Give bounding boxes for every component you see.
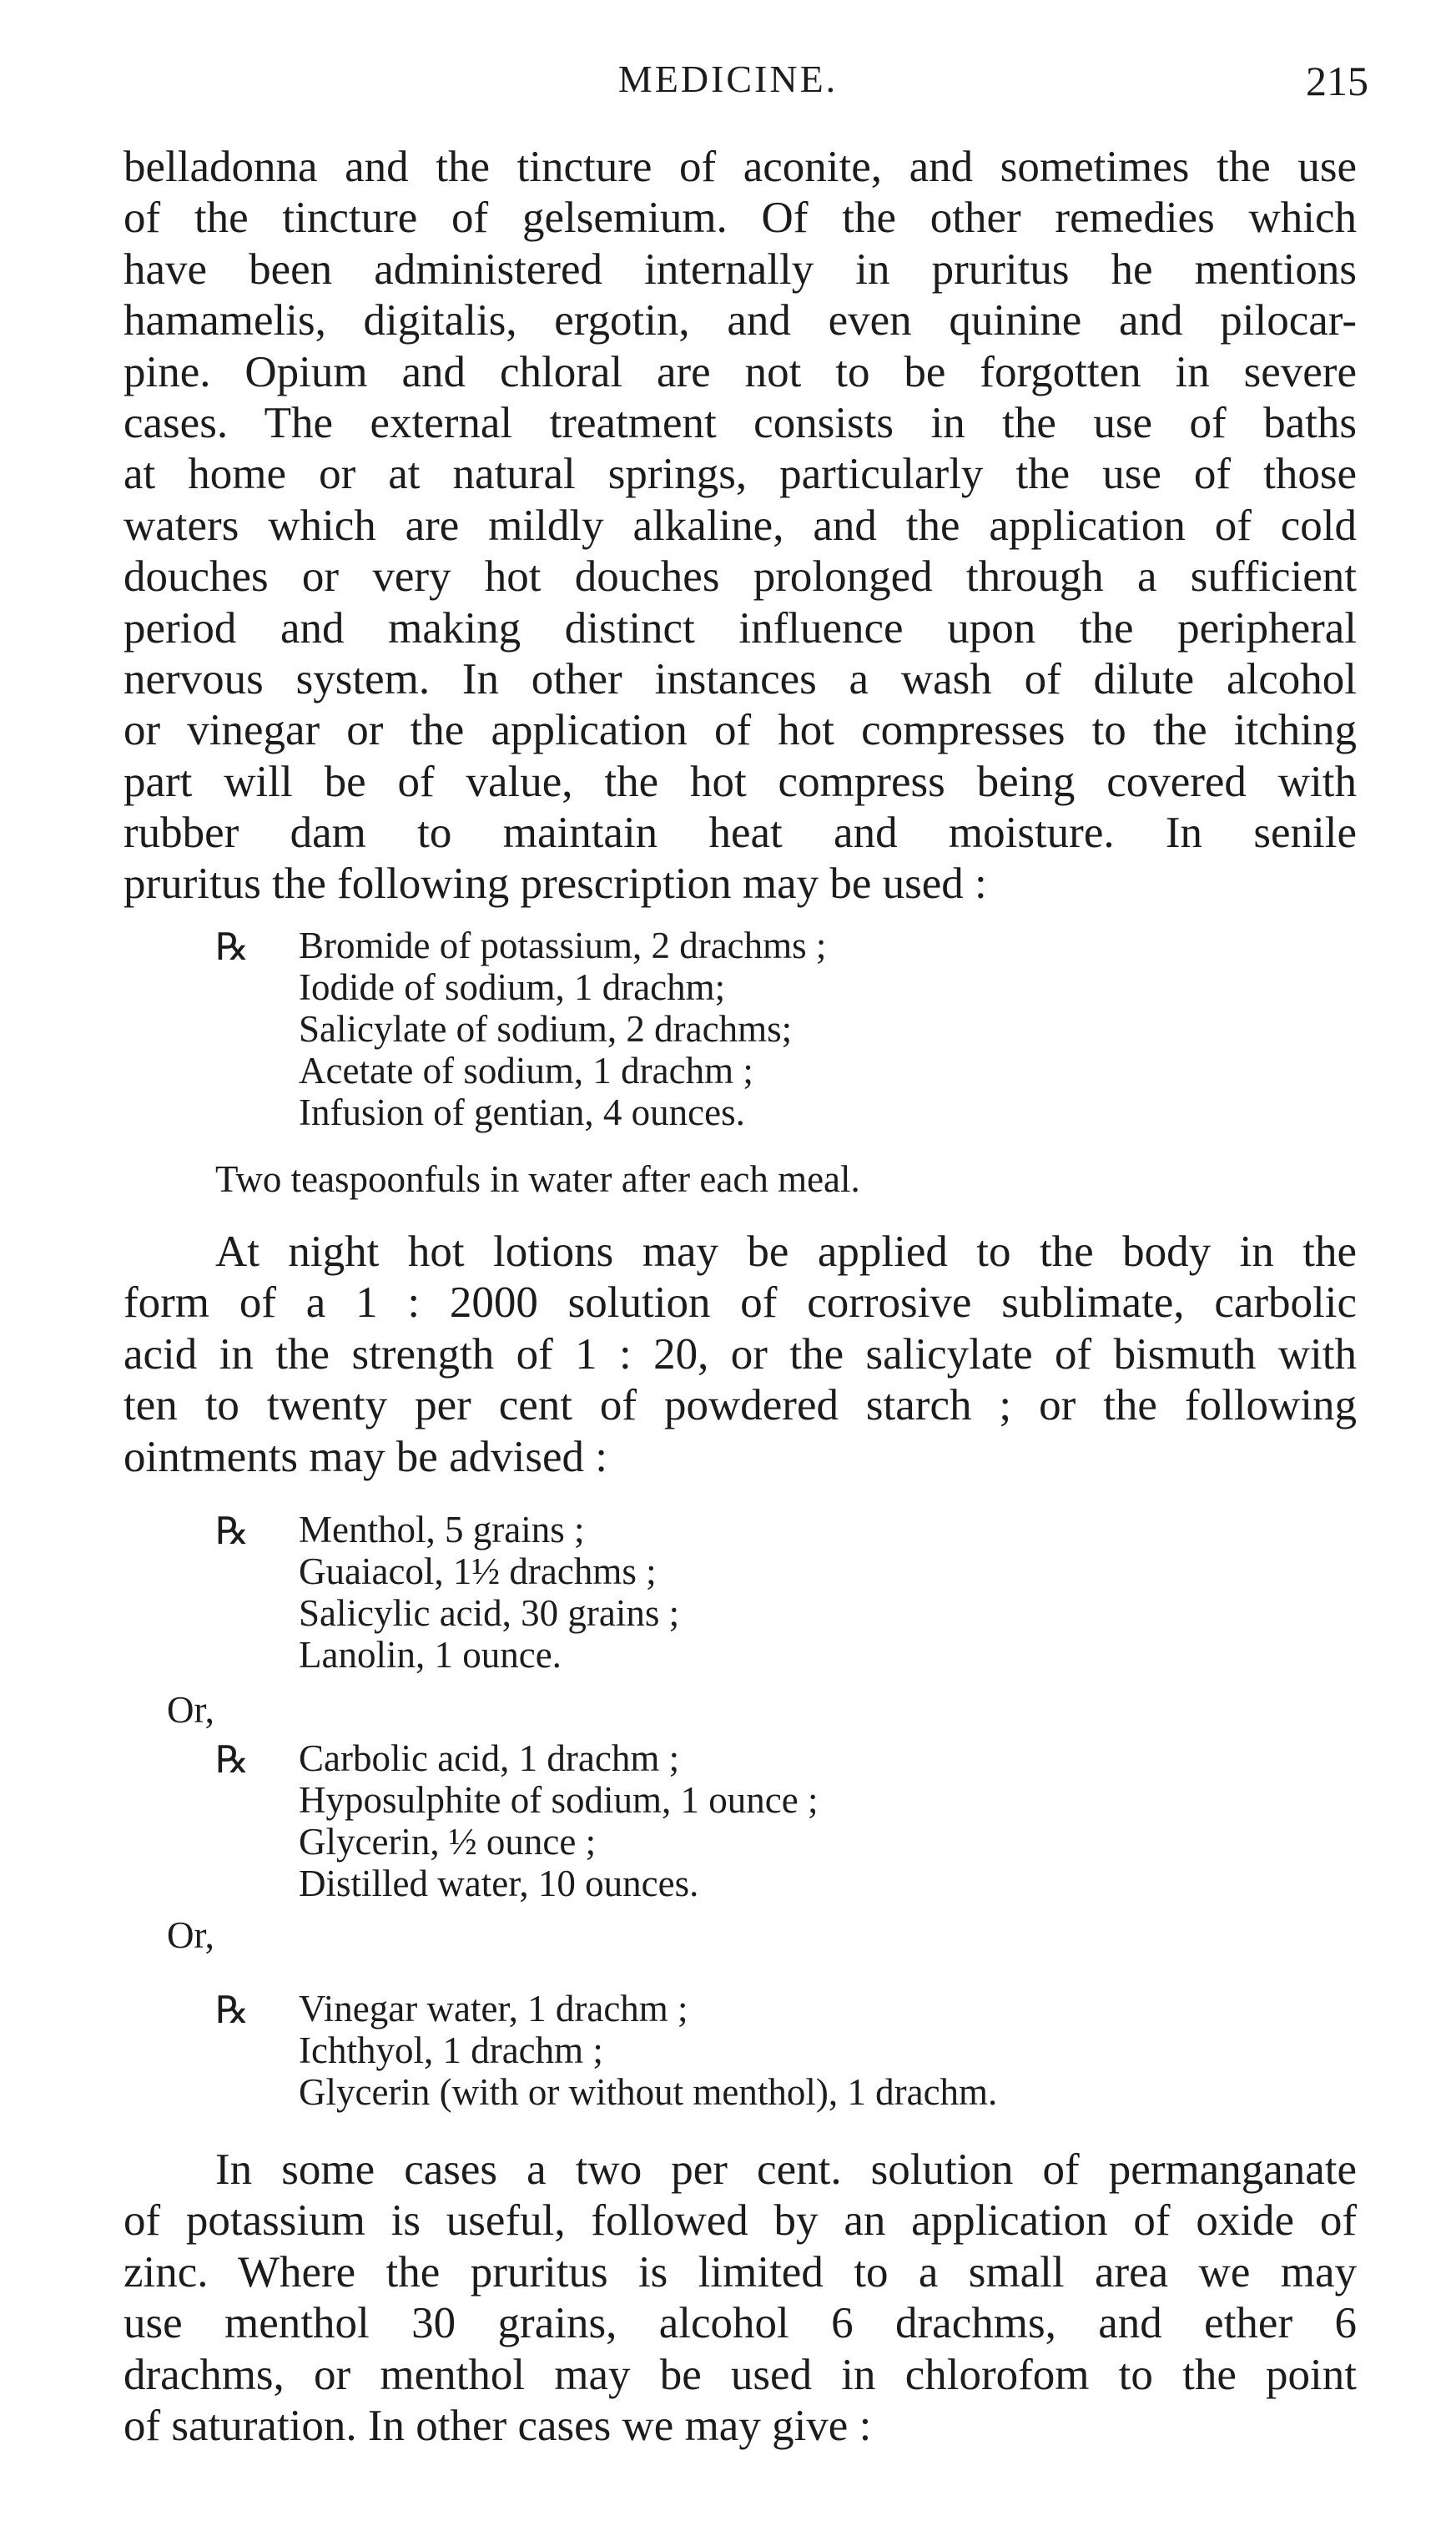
- text-line: nervous system. In other instances a wash of dilute alcohol: [123, 654, 1357, 703]
- ingredient-line: Infusion of gentian, 4 ounces.: [299, 1092, 745, 1133]
- ingredient-line: Ichthyol, 1 drachm ;: [299, 2029, 603, 2071]
- text-line: acid in the strength of 1 : 20, or the salicylate of bismuth with: [123, 1329, 1357, 1379]
- ingredient-list: [299, 925, 826, 1133]
- page-header: [0, 57, 1456, 132]
- text-line: zinc. Where the pruritus is limited to a small area we may: [123, 2247, 1357, 2296]
- ingredient-list: [299, 1509, 679, 1676]
- text-line: drachms, or menthol may be used in chlorofom to the point: [123, 2350, 1357, 2399]
- text-line: of the tincture of gelsemium. Of the other remedies which: [123, 194, 1357, 243]
- paragraph-permanganate: [123, 2145, 1357, 2452]
- ingredient-line: Salicylic acid, 30 grains ;: [299, 1592, 680, 1634]
- text-line: hamamelis, digitalis, ergotin, and even quinine and pilocar-: [123, 296, 1357, 345]
- page-number: 215: [1306, 58, 1368, 104]
- ingredient-line: Guaiacol, 1½ drachms ;: [299, 1550, 657, 1592]
- text-line: form of a 1 : 2000 solution of corrosive sublimate, carbolic: [123, 1278, 1357, 1328]
- recipe-symbol-icon: ℞: [215, 926, 249, 968]
- text-line: of potassium is useful, followed by an application of oxide of: [123, 2196, 1357, 2246]
- ingredient-line: Carbolic acid, 1 drachm ;: [299, 1737, 680, 1779]
- text-line: have been administered internally in pruritus he mentions: [123, 245, 1357, 294]
- ingredient-line: Vinegar water, 1 drachm ;: [299, 1988, 688, 2029]
- or-separator: Or,: [167, 1914, 214, 1956]
- text-line: At night hot lotions may be applied to the body in the: [215, 1228, 1357, 1276]
- ingredient-line: Menthol, 5 grains ;: [299, 1509, 585, 1550]
- text-line: rubber dam to maintain heat and moisture. In senile: [123, 809, 1357, 858]
- recipe-symbol-icon: ℞: [215, 1739, 249, 1781]
- text-line: of saturation. In other cases we may give :: [123, 2401, 872, 2450]
- recipe-symbol-icon: ℞: [215, 1510, 249, 1552]
- text-line: belladonna and the tincture of aconite, and sometimes the use: [123, 143, 1357, 191]
- text-line: douches or very hot douches prolonged through a sufficient: [123, 552, 1357, 602]
- ingredient-line: Iodide of sodium, 1 drachm;: [299, 966, 726, 1008]
- text-line: pine. Opium and chloral are not to be forgotten in severe: [123, 347, 1357, 396]
- text-line: ointments may be advised :: [123, 1432, 607, 1481]
- ingredient-line: Hyposulphite of sodium, 1 ounce ;: [299, 1779, 819, 1821]
- prescription-direction: Two teaspoonfuls in water after each meal.: [215, 1158, 860, 1200]
- or-separator: Or,: [167, 1689, 214, 1731]
- text-line: waters which are mildly alkaline, and the application of cold: [123, 501, 1357, 550]
- text-line: use menthol 30 grains, alcohol 6 drachms, and ether 6: [123, 2299, 1357, 2348]
- ingredient-line: Bromide of potassium, 2 drachms ;: [299, 925, 827, 966]
- text-line: In some cases a two per cent. solution of permanganate: [215, 2145, 1357, 2194]
- text-line: pruritus the following prescription may be used :: [123, 860, 987, 909]
- ingredient-line: Distilled water, 10 ounces.: [299, 1863, 699, 1904]
- ingredient-line: Glycerin (with or without menthol), 1 drachm.: [299, 2071, 998, 2113]
- ingredient-line: Salicylate of sodium, 2 drachms;: [299, 1008, 793, 1050]
- ingredient-line: Acetate of sodium, 1 drachm ;: [299, 1050, 753, 1092]
- text-line: part will be of value, the hot compress being covered with: [123, 757, 1357, 806]
- text-line: at home or at natural springs, particularly the use of those: [123, 450, 1357, 499]
- text-line: ten to twenty per cent of powdered starch ; or the following: [123, 1381, 1357, 1430]
- running-title: MEDICINE.: [617, 58, 839, 100]
- text-line: period and making distinct influence upon the peripheral: [123, 603, 1357, 653]
- paragraph-treatment: [123, 142, 1357, 910]
- ingredient-line: Glycerin, ½ ounce ;: [299, 1821, 597, 1863]
- recipe-symbol-icon: ℞: [215, 1989, 249, 2031]
- paragraph-night-lotions: [123, 1227, 1357, 1483]
- text-line: cases. The external treatment consists in the use of baths: [123, 398, 1357, 447]
- ingredient-list: [299, 1988, 997, 2113]
- ingredient-line: Lanolin, 1 ounce.: [299, 1634, 562, 1676]
- ingredient-list: [299, 1737, 818, 1904]
- text-line: or vinegar or the application of hot compresses to the itching: [123, 706, 1357, 755]
